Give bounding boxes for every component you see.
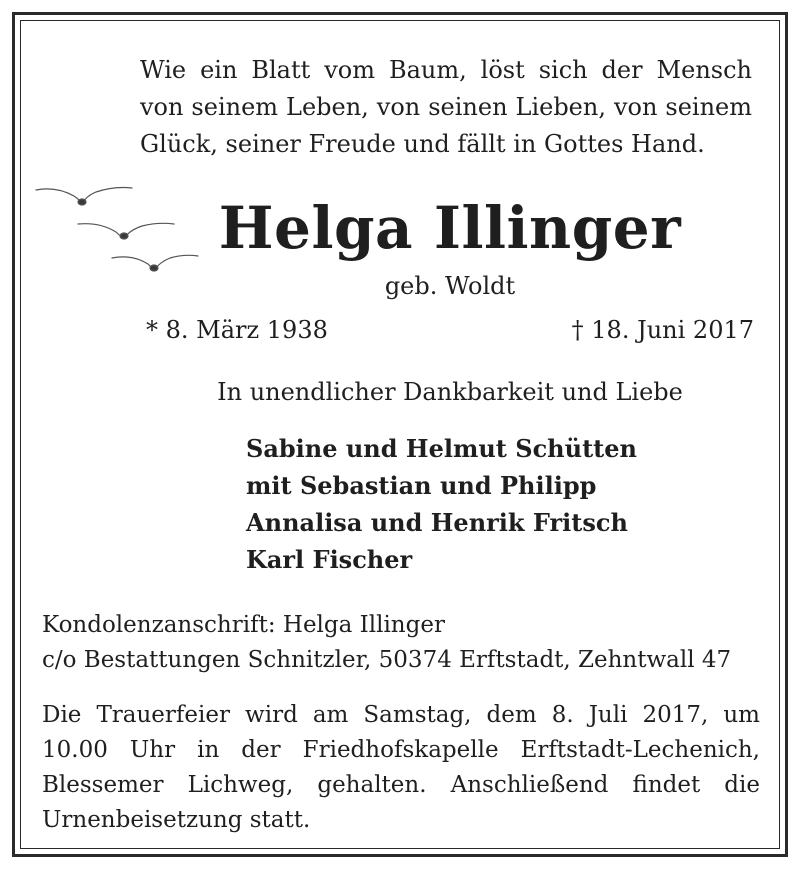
ceremony-notice: Die Trauerfeier wird am Samstag, dem 8. Juli 2017, um 10.00 Uhr in der Friedhofskapelle Erftstadt-Lechenich, Blessemer Lichweg, gehalten. Anschließend findet die Urnenbeisetzung statt.	[42, 702, 760, 833]
memorial-quote: Wie ein Blatt vom Baum, löst sich der Mensch von seinem Leben, von seinen Lieben, von seinem Glück, seiner Freude und fällt in Gottes Hand.	[140, 56, 752, 158]
mourner-entry: Annalisa und Henrik Fritsch	[246, 508, 628, 537]
birth-date: * 8. März 1938	[146, 316, 328, 344]
maiden-name: geb. Woldt	[384, 272, 516, 300]
condolence-recipient: Kondolenzanschrift: Helga Illinger	[42, 612, 445, 638]
deceased-name: Helga Illinger	[218, 194, 682, 262]
mourner-entry: mit Sebastian und Philipp	[246, 471, 597, 500]
dedication-line: In unendlicher Dankbarkeit und Liebe	[217, 378, 683, 406]
condolence-address	[42, 608, 762, 678]
mourner-entry: Karl Fischer	[246, 545, 413, 574]
mourner-entry: Sabine und Helmut Schütten	[246, 434, 637, 463]
mourners-list	[246, 430, 637, 578]
flying-birds-icon	[34, 166, 200, 286]
death-date: † 18. Juni 2017	[571, 316, 754, 344]
condolence-street: c/o Bestattungen Schnitzler, 50374 Erftstadt, Zehntwall 47	[42, 647, 732, 673]
